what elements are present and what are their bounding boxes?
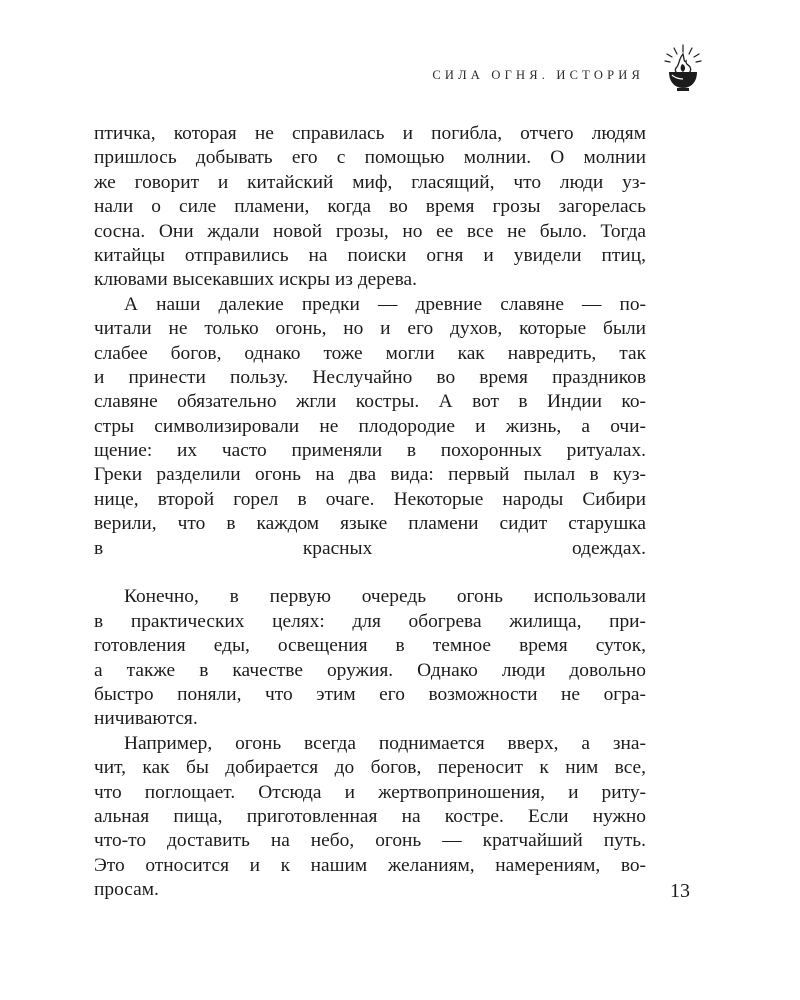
page-number: 13 <box>670 880 690 902</box>
text-line: нице, второй горел в очаге. Некоторые народы Сибири <box>94 488 646 510</box>
text-line: Это относится и к нашим желаниям, намерениям, во- <box>94 854 646 876</box>
fire-bowl-icon <box>662 42 704 94</box>
text-line: А наши далекие предки — древние славяне — по- <box>124 293 646 315</box>
text-line: верили, что в каждом языке пламени сидит старушка <box>94 513 646 535</box>
text-line: что поглощает. Отсюда и жертвоприношения, и риту- <box>94 781 646 803</box>
text-line: Конечно, в первую очередь огонь использовали <box>124 586 646 608</box>
text-line: просам. <box>94 879 159 901</box>
text-line: Например, огонь всегда поднимается вверх, а зна- <box>124 732 646 754</box>
body-text <box>94 122 646 903</box>
text-line: в практических целях: для обогрева жилища, при- <box>94 610 646 632</box>
text-line: быстро поняли, что этим его возможности не огра- <box>94 683 646 705</box>
text-line: слабее богов, однако тоже могли как навредить, так <box>94 342 646 364</box>
text-line: готовления еды, освещения в темное время суток, <box>94 635 646 657</box>
text-line: в красных одеждах. <box>94 537 646 559</box>
text-line: славяне обязательно жгли костры. А вот в Индии ко- <box>94 391 646 413</box>
text-line: клювами высекавших искры из дерева. <box>94 269 417 291</box>
text-line: стры символизировали не плодородие и жизнь, а очи- <box>94 415 646 437</box>
text-line: сосна. Они ждали новой грозы, но ее все не было. Тогда <box>94 220 646 242</box>
text-line: и принести пользу. Неслучайно во время праздников <box>94 366 646 388</box>
text-line: китайцы отправились на поиски огня и увидели птиц, <box>94 244 646 266</box>
text-line: птичка, которая не справилась и погибла, отчего людям <box>94 123 646 144</box>
text-line: а также в качестве оружия. Однако люди довольно <box>94 659 646 681</box>
running-header: СИЛА ОГНЯ. ИСТОРИЯ <box>432 68 644 82</box>
text-line: нали о силе пламени, когда во время грозы загорелась <box>94 196 646 218</box>
text-line: чит, как бы добирается до богов, переносит к ним все, <box>94 757 646 779</box>
text-line: щение: их часто применяли в похоронных ритуалах. <box>94 440 646 462</box>
text-line: альная пища, приготовленная на костре. Если нужно <box>94 805 646 827</box>
text-line: пришлось добывать его с помощью молнии. О молнии <box>94 147 646 169</box>
text-line: же говорит и китайский миф, гласящий, что люди уз- <box>94 171 646 193</box>
text-line: читали не только огонь, но и его духов, которые были <box>94 318 646 340</box>
text-line: Греки разделили огонь на два вида: первый пылал в куз- <box>94 464 646 486</box>
text-line <box>94 561 646 585</box>
text-line: ничиваются. <box>94 708 198 730</box>
text-line: что-то доставить на небо, огонь — кратчайший путь. <box>94 830 646 852</box>
